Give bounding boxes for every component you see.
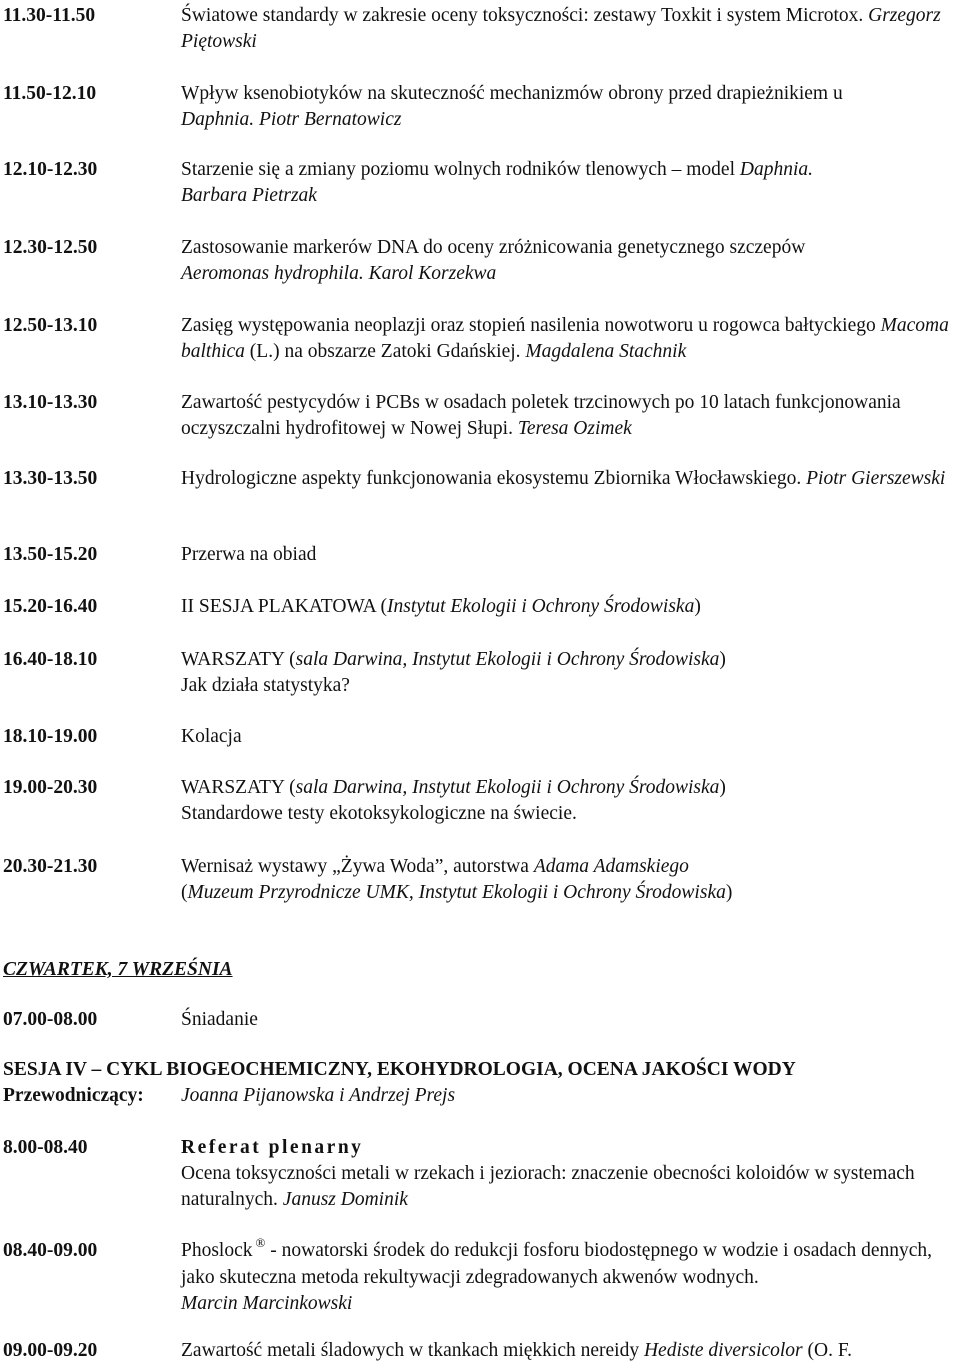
time-slot: 13.10-13.30: [3, 392, 98, 413]
session-header: [3, 1057, 958, 1109]
speaker-name: Magdalena Stachnik: [525, 341, 687, 362]
species-name: Hediste diversicolor: [643, 1340, 803, 1361]
time-slot: 18.10-19.00: [3, 726, 98, 747]
talk-title: Światowe standardy w zakresie oceny toksyczności: zestawy Toxkit i system Microtox.: [181, 5, 864, 26]
schedule-entry: [3, 724, 958, 750]
species-name: Macoma balthica: [181, 315, 949, 362]
venue-name: Muzeum Przyrodnicze UMK, Instytut Ekologii i Ochrony Środowiska: [187, 882, 726, 903]
day-heading: CZWARTEK, 7 WRZEŚNIA: [3, 959, 233, 980]
schedule-entry: [3, 1338, 958, 1364]
schedule-entry: [3, 775, 958, 827]
workshop-description: [181, 647, 958, 699]
product-name: Phoslock: [181, 1240, 253, 1261]
session-name: II SESJA PLAKATOWA (: [181, 596, 388, 617]
speaker-name: Piotr Bernatowicz: [259, 109, 402, 130]
paren: (: [181, 882, 188, 903]
schedule-entry: [3, 1235, 958, 1317]
time-slot: 08.40-09.00: [3, 1240, 98, 1261]
time-slot: 19.00-20.30: [3, 777, 98, 798]
time-slot: 07.00-08.00: [3, 1009, 98, 1030]
talk-title-cont: (L.) na obszarze Zatoki Gdańskiej.: [249, 341, 521, 362]
talk-title: Hydrologiczne aspekty funkcjonowania ekosystemu Zbiornika Włocławskiego.: [181, 468, 802, 489]
talk-description: [181, 1235, 958, 1317]
time-slot: 16.40-18.10: [3, 649, 98, 670]
talk-description: [181, 157, 958, 209]
time-slot: 8.00-08.40: [3, 1137, 88, 1158]
time-slot: 12.30-12.50: [3, 237, 98, 258]
speaker-name: Grzegorz Piętowski: [181, 5, 941, 52]
schedule-entry: [3, 3, 958, 55]
time-slot: 12.50-13.10: [3, 315, 98, 336]
schedule-entry: [3, 466, 958, 492]
schedule-entry: [3, 854, 958, 906]
talk-description: [181, 235, 958, 287]
talk-description: [181, 81, 958, 133]
talk-title: Zawartość pestycydów i PCBs w osadach poletek trzcinowych po 10 latach funkcjonowania oczyszczalni hydrofitowej w Nowej Słupi.: [181, 392, 901, 439]
speaker-name: Barbara Pietrzak: [181, 185, 317, 206]
talk-description: [181, 3, 958, 55]
time-slot: 12.10-12.30: [3, 159, 98, 180]
time-slot: 15.20-16.40: [3, 596, 98, 617]
species-name: Daphnia.: [739, 159, 813, 180]
speaker-name: Piotr Gierszewski: [806, 468, 946, 489]
session-description: [181, 594, 958, 620]
time-slot: 11.30-11.50: [3, 5, 96, 26]
schedule-entry: [3, 1135, 958, 1213]
workshop-description: [181, 775, 958, 827]
workshop-topic: Jak działa statystyka?: [181, 675, 350, 696]
talk-title: Ocena toksyczności metali w rzekach i jeziorach: znaczenie obecności koloidów w systemach naturalnych.: [181, 1163, 915, 1210]
talk-description: [181, 1338, 958, 1364]
species-name: Aeromonas hydrophila.: [181, 263, 364, 284]
schedule-entry: [3, 157, 958, 209]
schedule-entry: [3, 235, 958, 287]
break-title: Przerwa na obiad: [181, 544, 317, 565]
schedule-entry: [3, 390, 958, 442]
workshop-name: WARSZATY (: [181, 649, 296, 670]
exhibition-title: Wernisaż wystawy „Żywa Woda”, autorstwa: [181, 856, 529, 877]
venue-name: sala Darwina, Instytut Ekologii i Ochrony Środowiska: [295, 649, 720, 670]
talk-title: - nowatorski środek do redukcji fosforu biodostępnego w wodzie i osadach dennych, jako skuteczna metoda rekultywacji zdegradowanych akwenów wodnych.: [181, 1240, 933, 1288]
session-title: SESJA IV – CYKL BIOGEOCHEMICZNY, EKOHYDROLOGIA, OCENA JAKOŚCI WODY: [3, 1059, 796, 1080]
talk-type: Referat plenarny: [181, 1137, 364, 1158]
talk-description: [181, 1135, 958, 1213]
schedule-entry: [3, 313, 958, 365]
paren: ): [725, 882, 733, 903]
talk-description: [181, 313, 958, 365]
workshop-topic: Standardowe testy ekotoksykologiczne na świecie.: [181, 803, 577, 824]
venue-name: sala Darwina, Instytut Ekologii i Ochrony Środowiska: [295, 777, 720, 798]
time-slot: 11.50-12.10: [3, 83, 97, 104]
talk-description: [181, 390, 958, 442]
paren: ): [719, 777, 726, 798]
speaker-name: Marcin Marcinkowski: [181, 1293, 353, 1314]
time-slot: 13.50-15.20: [3, 544, 98, 565]
time-slot: 09.00-09.20: [3, 1340, 98, 1361]
venue-name: Instytut Ekologii i Ochrony Środowiska: [387, 596, 695, 617]
paren: ): [694, 596, 701, 617]
artist-name: Adama Adamskiego: [533, 856, 689, 877]
time-slot: 20.30-21.30: [3, 856, 98, 877]
meal-title: Śniadanie: [181, 1009, 258, 1030]
species-name: Daphnia.: [181, 109, 255, 130]
talk-title-cont: (O. F.: [807, 1340, 853, 1361]
schedule-entry: [3, 1007, 958, 1033]
schedule-entry: [3, 647, 958, 699]
exhibition-description: [181, 854, 958, 906]
chair-names: Joanna Pijanowska i Andrzej Prejs: [181, 1085, 456, 1106]
day-heading-row: [3, 957, 958, 983]
paren: ): [719, 649, 726, 670]
chair-label: Przewodniczący:: [3, 1085, 144, 1106]
meal-title: Kolacja: [181, 726, 242, 747]
talk-title: Wpływ ksenobiotyków na skuteczność mechanizmów obrony przed drapieżnikiem u: [181, 83, 843, 104]
speaker-name: Karol Korzekwa: [368, 263, 497, 284]
time-slot: 13.30-13.50: [3, 468, 98, 489]
workshop-name: WARSZATY (: [181, 777, 296, 798]
talk-title: Zawartość metali śladowych w tkankach miękkich nereidy: [181, 1340, 640, 1361]
registered-icon: ®: [255, 1235, 266, 1250]
talk-title: Zastosowanie markerów DNA do oceny zróżnicowania genetycznego szczepów: [181, 237, 806, 258]
talk-title: Starzenie się a zmiany poziomu wolnych rodników tlenowych – model: [181, 159, 735, 180]
schedule-entry: [3, 81, 958, 133]
schedule-entry: [3, 542, 958, 568]
talk-description: [181, 466, 958, 492]
speaker-name: Teresa Ozimek: [517, 418, 632, 439]
talk-title: Zasięg występowania neoplazji oraz stopień nasilenia nowotworu u rogowca bałtyckiego: [181, 315, 876, 336]
schedule-entry: [3, 594, 958, 620]
speaker-name: Janusz Dominik: [282, 1189, 408, 1210]
